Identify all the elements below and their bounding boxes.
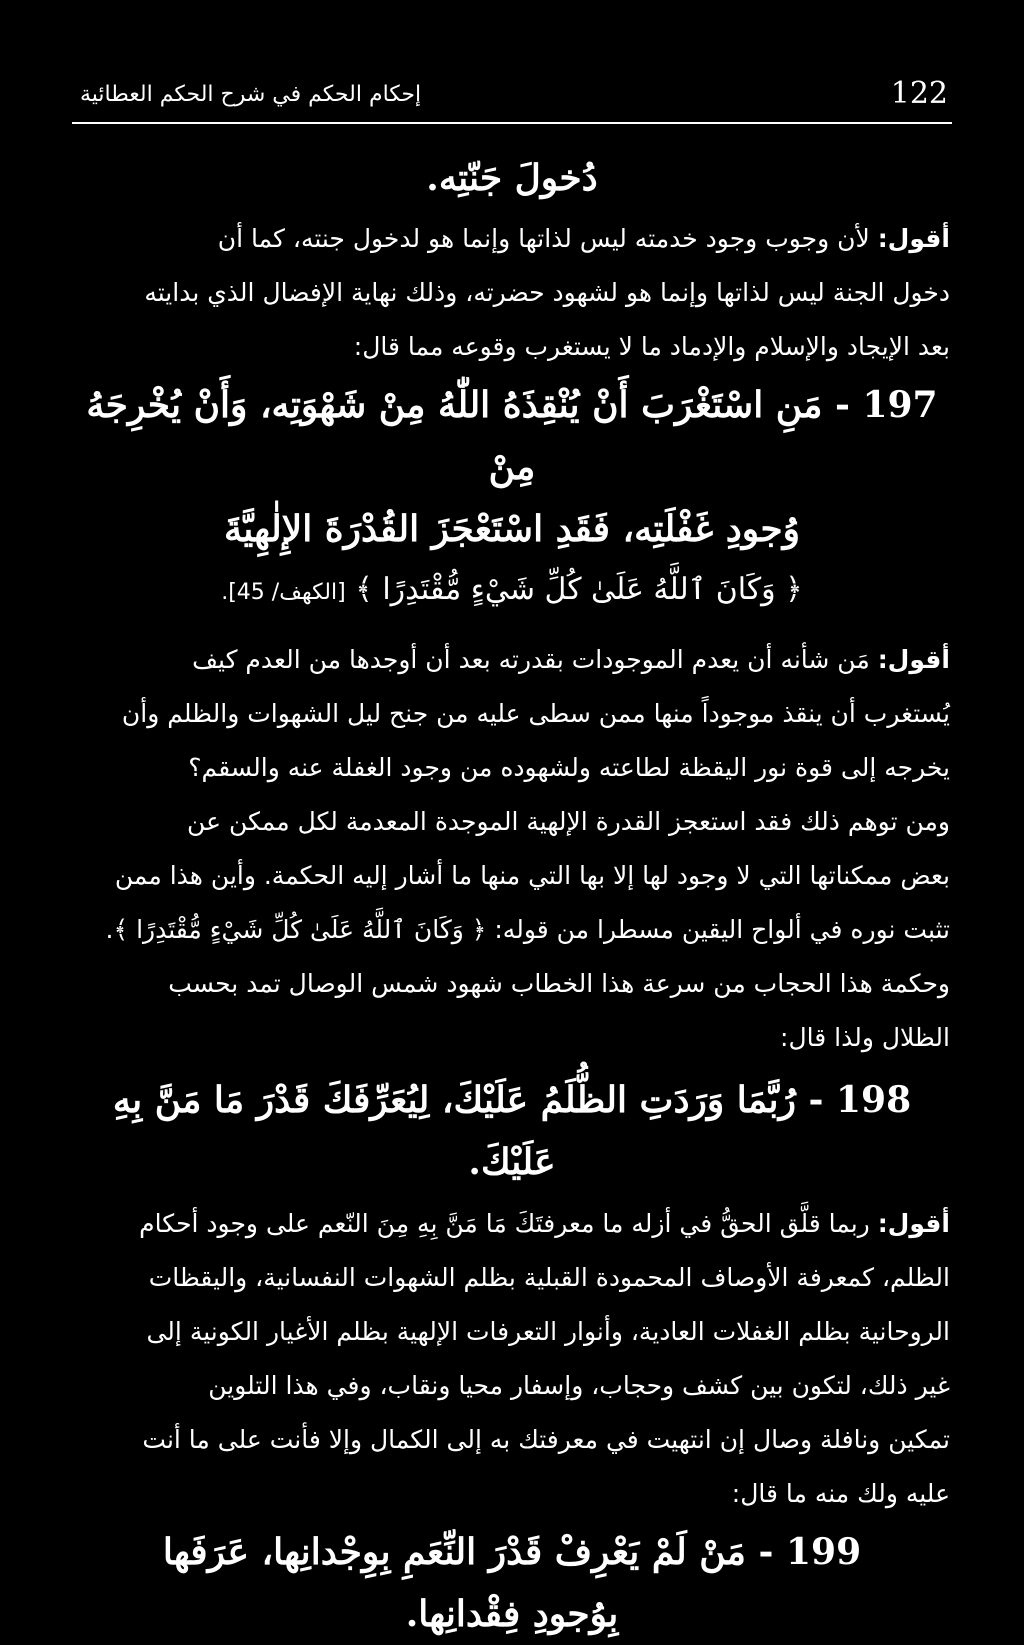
text-line: الظلم، كمعرفة الأوصاف المحمودة القبلية بظلم الشهوات النفسانية، واليقظات <box>148 1263 950 1292</box>
commentary-paragraph-3 <box>74 795 950 957</box>
commentary-paragraph-4 <box>74 957 950 1065</box>
commentary-paragraph-5 <box>74 1197 950 1521</box>
continuation-line: دُخولَ جَنّتِه. <box>426 157 598 199</box>
verse-reference: [الكهف/ 45]. <box>221 580 346 605</box>
text-line: لأن وجوب وجود خدمته ليس لذاتها وإنما هو لدخول جنته، كما أن <box>217 224 870 253</box>
text-line: الظلال ولذا قال: <box>780 1023 950 1052</box>
text-line: بعض ممكناتها التي لا وجود لها إلا بها التي منها ما أشار إليه الحكمة. وأين هذا ممن <box>114 861 950 890</box>
commentary-paragraph-1 <box>74 212 950 374</box>
running-title: إحكام الحكم في شرح الحكم العطائية <box>80 82 422 107</box>
aphorism-197-line-1: 197 - مَنِ اسْتَغْرَبَ أَنْ يُنْقِذَهُ اللّٰهُ مِنْ شَهْوَتِه، وَأَنْ يُخْرِجَهُ مِنْ <box>86 384 938 488</box>
text-line: ربما قلَّق الحقُّ في أزله ما معرفتَكَ مَا مَنَّ بِهِ مِنَ النّعم على وجود أحكام <box>139 1209 870 1238</box>
text-line: وحكمة هذا الحجاب من سرعة هذا الخطاب شهود شمس الوصال تمد بحسب <box>168 969 950 998</box>
page-content <box>74 148 950 1645</box>
commentary-label: أقول: <box>877 224 950 253</box>
text-line: ومن توهم ذلك فقد استعجز القدرة الإلهية الموجدة المعدمة لكل ممكن عن <box>187 807 950 836</box>
page-header <box>72 72 952 124</box>
text-line: يخرجه إلى قوة نور اليقظة لطاعته ولشهوده من وجود الغفلة عنه والسقم؟ <box>188 753 950 782</box>
text-line: تمكين ونافلة وصال إن انتهيت في معرفتك به إلى الكمال وإلا فأنت على ما أنت <box>142 1425 950 1454</box>
page-number: 122 <box>890 76 948 111</box>
aphorism-199-line-1: 199 - مَنْ لَمْ يَعْرِفْ قَدْرَ النِّعَمِ بِوِجْدانِها، عَرَفَها <box>162 1531 862 1573</box>
commentary-label: أقول: <box>877 1209 950 1238</box>
aphorism-198: 198 - رُبَّمَا وَرَدَتِ الظُّلَمُ عَلَيْكَ، لِيُعَرِّفَكَ قَدْرَ مَا مَنَّ بِهِ عَلَيْكَ. <box>112 1079 912 1183</box>
text-line: تثبت نوره في ألواح اليقين مسطرا من قوله: ﴿ وَكَانَ ٱللَّهُ عَلَىٰ كُلِّ شَيْءٍ مُّقْتَدِرًا ﴾. <box>105 915 950 944</box>
quran-verse <box>74 560 950 623</box>
aphorism-199-line-2: بِوُجودِ فِقْدانِها. <box>405 1593 619 1635</box>
text-line: الروحانية بظلم الغفلات العادية، وأنوار التعرفات الإلهية بظلم الأغيار الكونية إلى <box>146 1317 950 1346</box>
commentary-paragraph-2 <box>74 633 950 795</box>
text-line: مَن شأنه أن يعدم الموجودات بقدرته بعد أن أوجدها من العدم كيف <box>192 645 870 674</box>
quran-verse-text: ﴿ وَكَانَ ٱللَّهُ عَلَىٰ كُلِّ شَيْءٍ مُّقْتَدِرًا ﴾ <box>355 572 803 607</box>
text-line: غير ذلك، لتكون بين كشف وحجاب، وإسفار محيا ونقاب، وفي هذا التلوين <box>208 1371 950 1400</box>
text-line: بعد الإيجاد والإسلام والإدماد ما لا يستغرب وقوعه مما قال: <box>353 332 950 361</box>
aphorism-197-line-2: وُجودِ غَفْلَتِه، فَقَدِ اسْتَعْجَزَ القُدْرَةَ الإِلٰهِيَّةَ <box>223 508 801 550</box>
text-line: يُستغرب أن ينقذ موجوداً منها ممن سطى عليه من جنح ليل الشهوات والظلم وأن <box>121 699 950 728</box>
commentary-label: أقول: <box>877 645 950 674</box>
text-line: دخول الجنة ليس لذاتها وإنما هو لشهود حضرته، وذلك نهاية الإفضال الذي بدايته <box>144 278 950 307</box>
text-line: عليه ولك منه ما قال: <box>731 1479 950 1508</box>
